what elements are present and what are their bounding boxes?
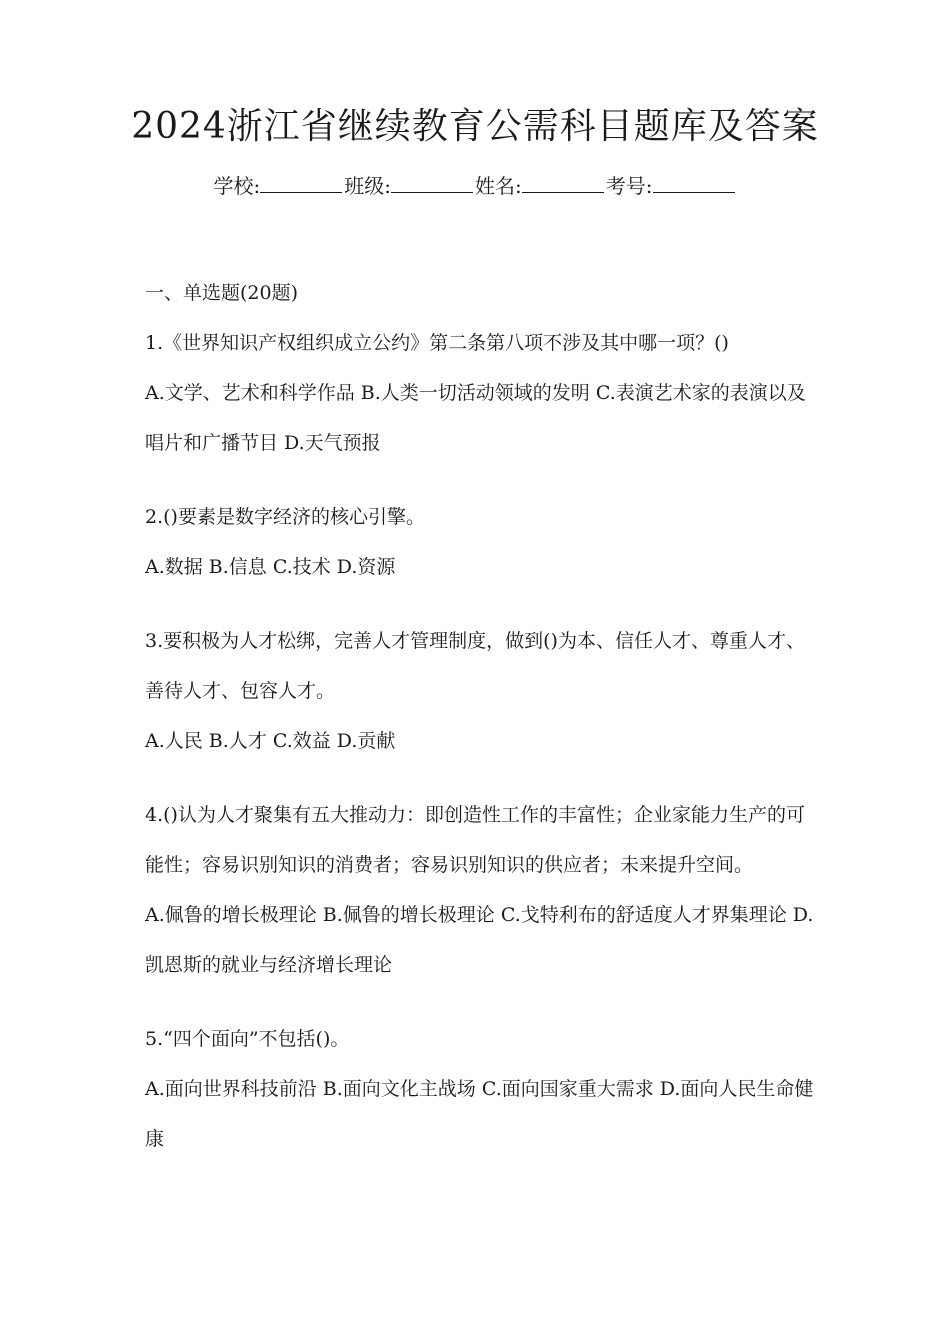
question-options: A.人民 B.人才 C.效益 D.贡献: [145, 730, 396, 752]
question-item: [145, 790, 815, 990]
question-item: [145, 616, 815, 766]
question-options: A.文学、艺术和科学作品 B.人类一切活动领域的发明 C.表演艺术家的表演以及唱片和广播节目 D.天气预报: [145, 382, 806, 454]
exam-number-blank: [653, 174, 735, 193]
section-title: 一、单选题(20题): [145, 282, 299, 304]
question-content: [145, 268, 815, 1164]
school-label: 学校:: [213, 174, 261, 198]
class-label: 班级:: [344, 174, 391, 198]
question-options: A.佩鲁的增长极理论 B.佩鲁的增长极理论 C.戈特利布的舒适度人才界集理论 D.凯恩斯的就业与经济增长理论: [145, 904, 814, 976]
question-item: [145, 1014, 815, 1164]
question-text: 5.“四个面向”不包括()。: [145, 1028, 350, 1050]
name-label: 姓名:: [475, 174, 522, 198]
question-options: A.面向世界科技前沿 B.面向文化主战场 C.面向国家重大需求 D.面向人民生命健康: [145, 1078, 814, 1150]
question-text: 3.要积极为人才松绑，完善人才管理制度，做到()为本、信任人才、尊重人才、善待人才、包容人才。: [145, 630, 805, 702]
name-blank: [522, 174, 604, 193]
question-item: [145, 318, 815, 468]
class-blank: [391, 174, 473, 193]
question-options: A.数据 B.信息 C.技术 D.资源: [145, 556, 396, 578]
document-title: 2024浙江省继续教育公需科目题库及答案: [131, 106, 819, 147]
school-blank: [260, 174, 342, 193]
question-text: 1.《世界知识产权组织成立公约》第二条第八项不涉及其中哪一项？(): [145, 332, 729, 354]
question-text: 2.()要素是数字经济的核心引擎。: [145, 506, 425, 528]
question-item: [145, 492, 815, 592]
exam-number-label: 考号:: [605, 174, 653, 198]
question-text: 4.()认为人才聚集有五大推动力：即创造性工作的丰富性；企业家能力生产的可能性；容易识别知识的消费者；容易识别知识的供应者；未来提升空间。: [145, 804, 805, 876]
student-info-line: [0, 170, 950, 202]
